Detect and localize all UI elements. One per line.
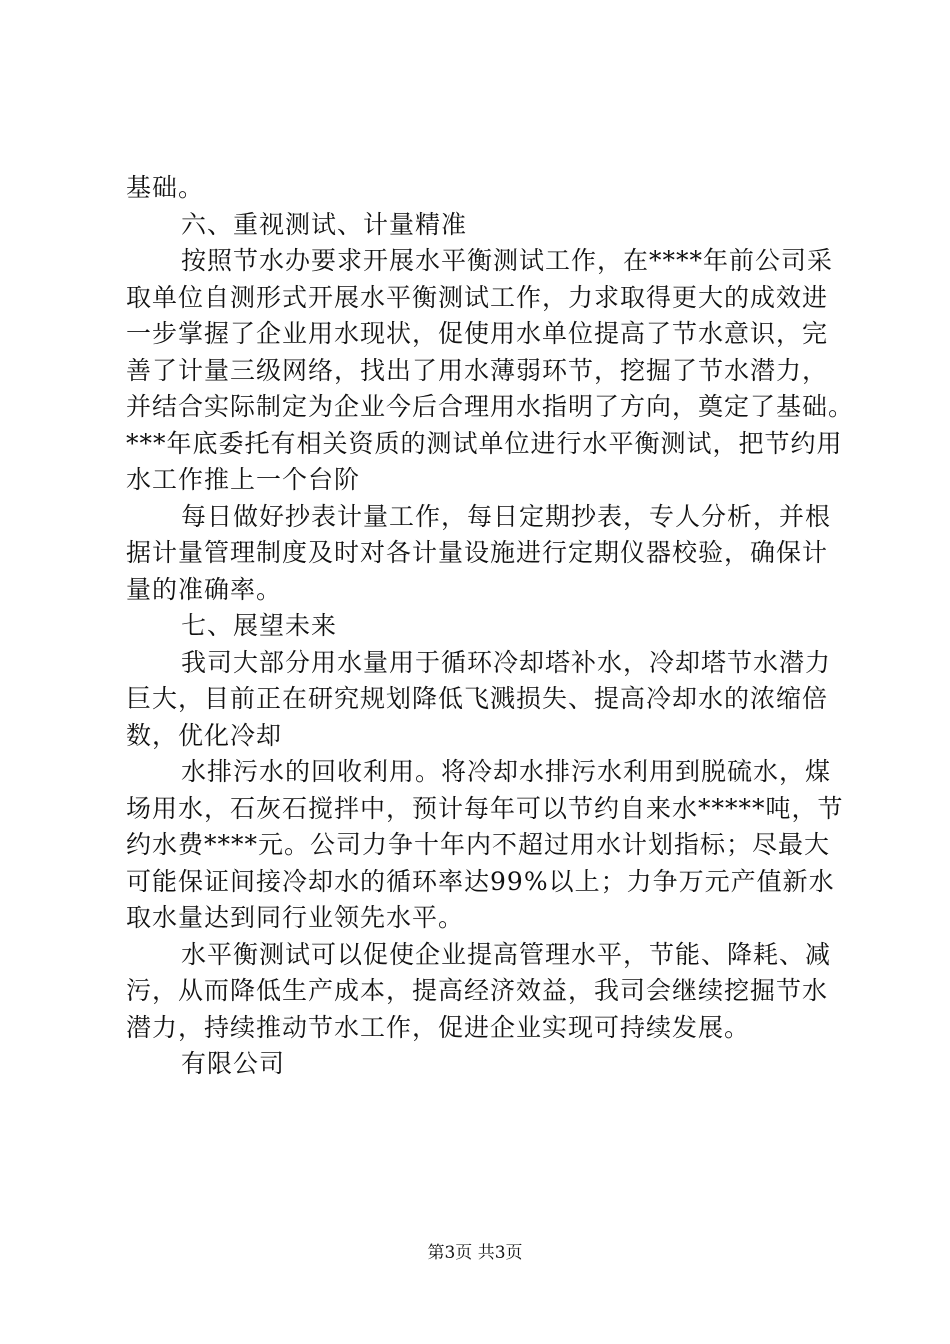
text-line: 按照节水办要求开展水平衡测试工作，在****年前公司采 [181,246,834,275]
text-line: 每日做好抄表计量工作，每日定期抄表，专人分析，并根 [181,501,832,531]
document-body [126,170,855,1083]
text-line: 并结合实际制定为企业今后合理用水指明了方向，奠定了基础。 [126,392,855,421]
text-line: 可能保证间接冷却水的循环率达99%以上；力争万元产值新水 [126,866,835,896]
text-line: 场用水，石灰石搅拌中，预计每年可以节约自来水*****吨，节 [126,793,844,823]
text-line: 基础。 [126,173,205,202]
text-line: 量的准确率。 [126,574,283,604]
text-line: 数，优化冷却 [126,720,283,750]
text-line: 一步掌握了企业用水现状，促使用水单位提高了节水意识，完 [126,319,829,348]
text-line: 取水量达到同行业领先水平。 [126,903,465,932]
text-line: 据计量管理制度及时对各计量设施进行定期仪器校验，确保计 [126,538,829,567]
text-line: 水工作推上一个台阶 [126,465,361,494]
text-line: 水排污水的回收利用。将冷却水排污水利用到脱硫水，煤 [181,757,832,786]
text-line: 潜力，持续推动节水工作，促进企业实现可持续发展。 [126,1012,751,1042]
text-line: ***年底委托有相关资质的测试单位进行水平衡测试，把节约用 [126,428,843,458]
text-line: 水平衡测试可以促使企业提高管理水平，节能、降耗、减 [181,939,832,969]
text-line: 污，从而降低生产成本，提高经济效益，我司会继续挖掘节水 [126,976,829,1005]
section-heading-seven: 七、展望未来 [181,611,338,640]
page-footer [0,1242,950,1264]
company-signature: 有限公司 [181,1049,286,1078]
text-line: 巨大，目前正在研究规划降低飞溅损失、提高冷却水的浓缩倍 [126,684,829,713]
text-line: 约水费****元。公司力争十年内不超过用水计划指标；尽最大 [126,830,831,859]
page-number-label: 第3页 共3页 [427,1243,523,1263]
text-line: 善了计量三级网络，找出了用水薄弱环节，挖掘了节水潜力， [126,355,829,385]
section-heading-six: 六、重视测试、计量精准 [181,209,468,239]
text-line: 取单位自测形式开展水平衡测试工作，力求取得更大的成效进 [126,282,829,312]
text-line: 我司大部分用水量用于循环冷却塔补水，冷却塔节水潜力 [181,647,832,677]
